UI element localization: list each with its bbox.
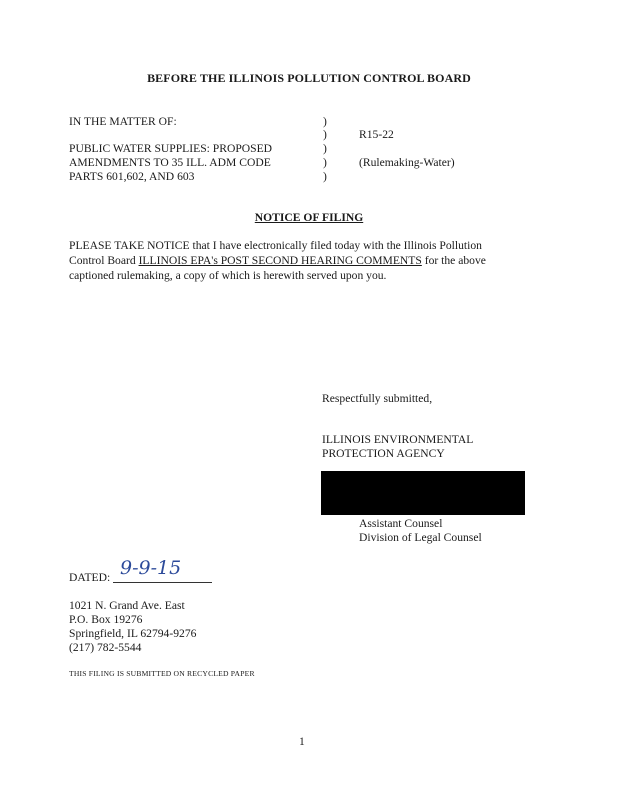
address-line-4: (217) 782-5544 — [69, 641, 142, 654]
notice-line-2 — [69, 253, 486, 268]
dated-label: DATED: — [69, 571, 111, 584]
caption-paren: ) — [323, 128, 327, 141]
caption-paren: ) — [323, 156, 327, 169]
recycled-paper-note: THIS FILING IS SUBMITTED ON RECYCLED PAPER — [69, 669, 255, 678]
matter-label: IN THE MATTER OF: — [69, 115, 177, 128]
date-line — [113, 581, 212, 583]
caption-paren: ) — [323, 170, 327, 183]
caption-line-3: PARTS 601,602, AND 603 — [69, 170, 195, 183]
notice-line-1: PLEASE TAKE NOTICE that I have electronically filed today with the Illinois Pollution — [69, 239, 482, 252]
notice-line-2-suffix: for the above — [421, 254, 486, 267]
handwritten-date: 9-9-15 — [120, 557, 182, 579]
case-number: R15-22 — [359, 128, 394, 141]
notice-title: NOTICE OF FILING — [254, 211, 364, 224]
address-line-2: P.O. Box 19276 — [69, 613, 143, 626]
closing: Respectfully submitted, — [322, 392, 433, 405]
agency-line-2: PROTECTION AGENCY — [322, 447, 445, 460]
address-line-3: Springfield, IL 62794-9276 — [69, 627, 197, 640]
signer-division: Division of Legal Counsel — [359, 531, 482, 544]
address-line-1: 1021 N. Grand Ave. East — [69, 599, 185, 612]
notice-line-2-prefix: Control Board — [69, 254, 139, 267]
signer-title: Assistant Counsel — [359, 517, 443, 530]
caption-paren: ) — [323, 115, 327, 128]
page-number: 1 — [299, 735, 305, 748]
redacted-signature — [321, 471, 525, 515]
agency-line-1: ILLINOIS ENVIRONMENTAL — [322, 433, 474, 446]
caption-line-2: AMENDMENTS TO 35 ILL. ADM CODE — [69, 156, 271, 169]
caption-paren: ) — [323, 142, 327, 155]
caption-line-1: PUBLIC WATER SUPPLIES: PROPOSED — [69, 142, 273, 155]
document-title-link: ILLINOIS EPA's POST SECOND HEARING COMMENTS — [138, 254, 422, 267]
notice-line-3: captioned rulemaking, a copy of which is herewith served upon you. — [69, 269, 387, 282]
page-title: BEFORE THE ILLINOIS POLLUTION CONTROL BOARD — [147, 71, 471, 85]
case-type: (Rulemaking-Water) — [359, 156, 455, 169]
